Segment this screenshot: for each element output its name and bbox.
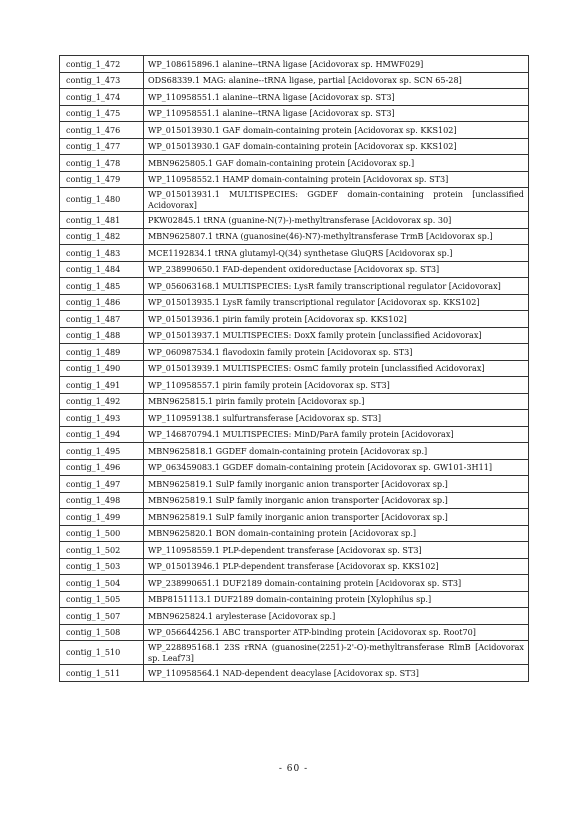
protein-description-cell: WP_015013937.1 MULTISPECIES: DoxX family protein [unclassified Acidovorax] (144, 327, 529, 344)
contig-id-cell: contig_1_473 (60, 72, 144, 89)
protein-description-cell: WP_238990650.1 FAD-dependent oxidoreductase [Acidovorax sp. ST3] (144, 261, 529, 278)
protein-description-cell: WP_108615896.1 alanine--tRNA ligase [Acidovorax sp. HMWF029] (144, 56, 529, 73)
protein-description-cell: WP_110958557.1 pirin family protein [Acidovorax sp. ST3] (144, 377, 529, 394)
table-row (60, 72, 529, 89)
protein-description-cell: MCE1192834.1 tRNA glutamyl-Q(34) synthetase GluQRS [Acidovorax sp.] (144, 245, 529, 262)
table-row (60, 591, 529, 608)
table-row (60, 558, 529, 575)
contig-id-cell: contig_1_486 (60, 294, 144, 311)
table-row (60, 344, 529, 361)
table-row (60, 311, 529, 328)
protein-description-cell: WP_110958564.1 NAD-dependent deacylase [Acidovorax sp. ST3] (144, 665, 529, 682)
contig-id-cell: contig_1_510 (60, 641, 144, 665)
table-row (60, 171, 529, 188)
table-row (60, 245, 529, 262)
protein-description-cell: MBN9625820.1 BON domain-containing protein [Acidovorax sp.] (144, 525, 529, 542)
contig-id-cell: contig_1_502 (60, 542, 144, 559)
table-row (60, 212, 529, 229)
contig-id-cell: contig_1_491 (60, 377, 144, 394)
protein-description-cell: MBN9625818.1 GGDEF domain-containing protein [Acidovorax sp.] (144, 443, 529, 460)
protein-description-cell: MBN9625824.1 arylesterase [Acidovorax sp.] (144, 608, 529, 625)
contig-id-cell: contig_1_488 (60, 327, 144, 344)
table-row (60, 360, 529, 377)
table-row (60, 608, 529, 625)
protein-description-cell: WP_056644256.1 ABC transporter ATP-binding protein [Acidovorax sp. Root70] (144, 624, 529, 641)
table-row (60, 56, 529, 73)
contig-id-cell: contig_1_507 (60, 608, 144, 625)
contig-id-cell: contig_1_497 (60, 476, 144, 493)
contig-id-cell: contig_1_481 (60, 212, 144, 229)
contig-id-cell: contig_1_480 (60, 188, 144, 212)
contig-id-cell: contig_1_477 (60, 138, 144, 155)
table-row (60, 89, 529, 106)
protein-description-cell: WP_228895168.1 23S rRNA (guanosine(2251)-2'-O)-methyltransferase RlmB [Acidovorax sp. Leaf73] (144, 641, 529, 665)
table-row (60, 278, 529, 295)
table-row (60, 294, 529, 311)
table-row (60, 327, 529, 344)
table-row (60, 542, 529, 559)
table-row (60, 105, 529, 122)
protein-description-cell: MBP8151113.1 DUF2189 domain-containing protein [Xylophilus sp.] (144, 591, 529, 608)
contig-id-cell: contig_1_490 (60, 360, 144, 377)
table-row (60, 443, 529, 460)
table-row (60, 575, 529, 592)
table-row (60, 188, 529, 212)
table-row (60, 426, 529, 443)
protein-description-cell: MBN9625819.1 SulP family inorganic anion transporter [Acidovorax sp.] (144, 509, 529, 526)
table-row (60, 509, 529, 526)
table-row (60, 393, 529, 410)
protein-description-cell: WP_015013939.1 MULTISPECIES: OsmC family protein [unclassified Acidovorax] (144, 360, 529, 377)
contig-id-cell: contig_1_505 (60, 591, 144, 608)
protein-description-cell: WP_015013930.1 GAF domain-containing protein [Acidovorax sp. KKS102] (144, 122, 529, 139)
protein-description-cell: MBN9625815.1 pirin family protein [Acidovorax sp.] (144, 393, 529, 410)
table-row (60, 122, 529, 139)
contig-id-cell: contig_1_508 (60, 624, 144, 641)
protein-description-cell: WP_146870794.1 MULTISPECIES: MinD/ParA family protein [Acidovorax] (144, 426, 529, 443)
protein-description-cell: WP_110958551.1 alanine--tRNA ligase [Acidovorax sp. ST3] (144, 105, 529, 122)
contig-id-cell: contig_1_500 (60, 525, 144, 542)
protein-description-cell: WP_015013946.1 PLP-dependent transferase [Acidovorax sp. KKS102] (144, 558, 529, 575)
protein-description-cell: WP_056063168.1 MULTISPECIES: LysR family transcriptional regulator [Acidovorax] (144, 278, 529, 295)
table-body (60, 56, 529, 682)
contig-id-cell: contig_1_498 (60, 492, 144, 509)
contig-id-cell: contig_1_474 (60, 89, 144, 106)
table-row (60, 459, 529, 476)
protein-description-cell: PKW02845.1 tRNA (guanine-N(7)-)-methyltransferase [Acidovorax sp. 30] (144, 212, 529, 229)
protein-description-cell: WP_110958551.1 alanine--tRNA ligase [Acidovorax sp. ST3] (144, 89, 529, 106)
table-row (60, 261, 529, 278)
contig-id-cell: contig_1_476 (60, 122, 144, 139)
contig-id-cell: contig_1_494 (60, 426, 144, 443)
table-row (60, 410, 529, 427)
contig-id-cell: contig_1_492 (60, 393, 144, 410)
contig-id-cell: contig_1_482 (60, 228, 144, 245)
contig-id-cell: contig_1_484 (60, 261, 144, 278)
protein-description-cell: WP_015013936.1 pirin family protein [Acidovorax sp. KKS102] (144, 311, 529, 328)
annotation-table (59, 55, 529, 682)
contig-id-cell: contig_1_483 (60, 245, 144, 262)
table-row (60, 492, 529, 509)
protein-description-cell: WP_015013935.1 LysR family transcriptional regulator [Acidovorax sp. KKS102] (144, 294, 529, 311)
contig-id-cell: contig_1_479 (60, 171, 144, 188)
table-row (60, 525, 529, 542)
protein-description-cell: WP_060987534.1 flavodoxin family protein [Acidovorax sp. ST3] (144, 344, 529, 361)
protein-description-cell: WP_110958552.1 HAMP domain-containing protein [Acidovorax sp. ST3] (144, 171, 529, 188)
protein-description-cell: MBN9625819.1 SulP family inorganic anion transporter [Acidovorax sp.] (144, 476, 529, 493)
table-row (60, 377, 529, 394)
protein-description-cell: WP_015013930.1 GAF domain-containing protein [Acidovorax sp. KKS102] (144, 138, 529, 155)
table-row (60, 624, 529, 641)
table-row (60, 476, 529, 493)
contig-id-cell: contig_1_511 (60, 665, 144, 682)
table-row (60, 665, 529, 682)
protein-description-cell: MBN9625819.1 SulP family inorganic anion transporter [Acidovorax sp.] (144, 492, 529, 509)
contig-id-cell: contig_1_487 (60, 311, 144, 328)
protein-description-cell: MBN9625807.1 tRNA (guanosine(46)-N7)-methyltransferase TrmB [Acidovorax sp.] (144, 228, 529, 245)
contig-id-cell: contig_1_503 (60, 558, 144, 575)
contig-id-cell: contig_1_489 (60, 344, 144, 361)
protein-description-cell: MBN9625805.1 GAF domain-containing protein [Acidovorax sp.] (144, 155, 529, 172)
contig-id-cell: contig_1_485 (60, 278, 144, 295)
page-number: - 60 - (278, 764, 309, 774)
table-row (60, 155, 529, 172)
contig-id-cell: contig_1_475 (60, 105, 144, 122)
contig-id-cell: contig_1_493 (60, 410, 144, 427)
protein-description-cell: WP_063459083.1 GGDEF domain-containing protein [Acidovorax sp. GW101-3H11] (144, 459, 529, 476)
contig-id-cell: contig_1_496 (60, 459, 144, 476)
protein-description-cell: WP_110958559.1 PLP-dependent transferase [Acidovorax sp. ST3] (144, 542, 529, 559)
contig-id-cell: contig_1_504 (60, 575, 144, 592)
protein-description-cell: WP_238990651.1 DUF2189 domain-containing protein [Acidovorax sp. ST3] (144, 575, 529, 592)
contig-id-cell: contig_1_495 (60, 443, 144, 460)
contig-id-cell: contig_1_499 (60, 509, 144, 526)
contig-id-cell: contig_1_478 (60, 155, 144, 172)
table-row (60, 641, 529, 665)
protein-description-cell: WP_015013931.1 MULTISPECIES: GGDEF domain-containing protein [unclassified Acidovorax] (144, 188, 529, 212)
table-row (60, 138, 529, 155)
protein-description-cell: WP_110959138.1 sulfurtransferase [Acidovorax sp. ST3] (144, 410, 529, 427)
protein-description-cell: ODS68339.1 MAG: alanine--tRNA ligase, partial [Acidovorax sp. SCN 65-28] (144, 72, 529, 89)
contig-id-cell: contig_1_472 (60, 56, 144, 73)
table-row (60, 228, 529, 245)
